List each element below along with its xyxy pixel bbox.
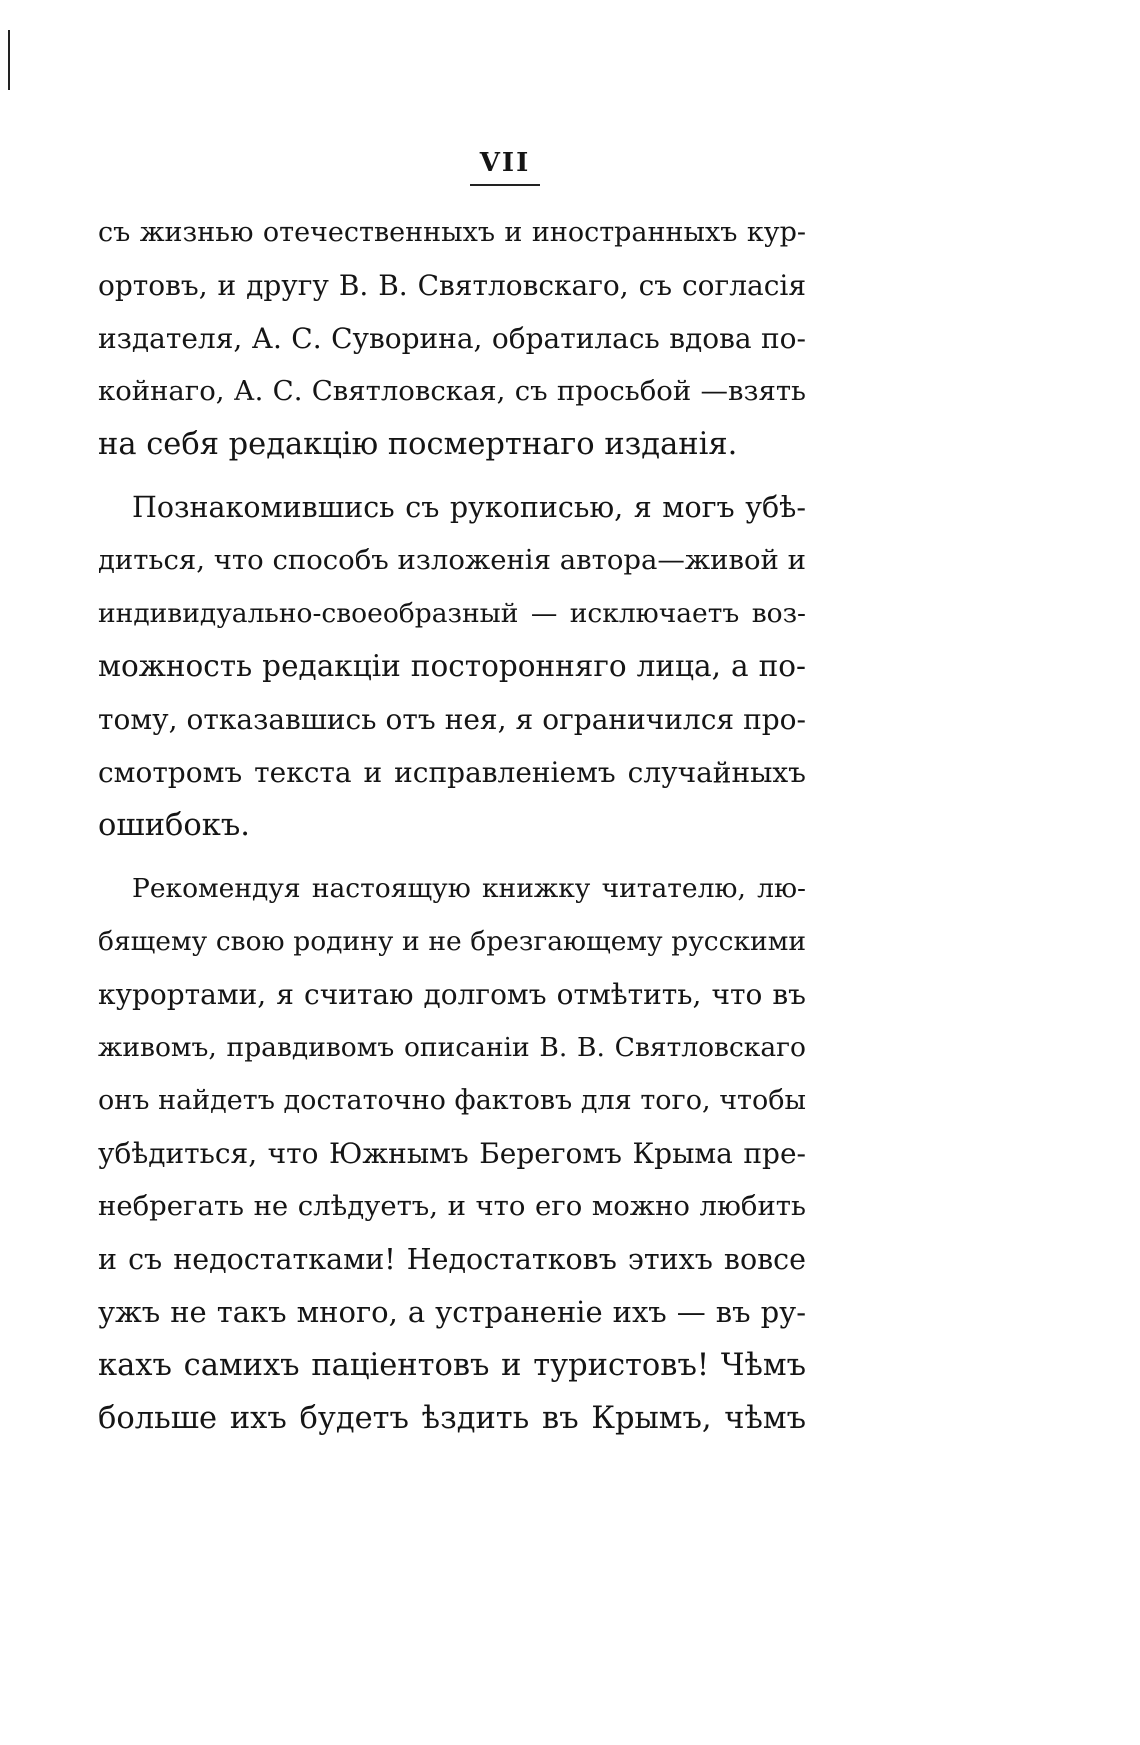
text-line: живомъ, правдивомъ описаніи В. В. Святловскаго xyxy=(98,1032,806,1063)
paragraph-1 xyxy=(98,206,806,471)
text-line: больше ихъ будетъ ѣздить въ Крымъ, чѣмъ xyxy=(98,1401,806,1436)
paragraph-2 xyxy=(98,481,806,852)
text-line: и съ недостатками! Недостатковъ этихъ вовсе xyxy=(98,1243,806,1276)
text-line: Познакомившись съ рукописью, я могъ убѣ- xyxy=(132,491,806,524)
scan-edge-mark xyxy=(8,30,10,90)
text-line: небрегать не слѣдуетъ, и что его можно любить xyxy=(98,1190,806,1222)
page-header xyxy=(0,148,1010,186)
text-line: Рекомендуя настоящую книжку читателю, лю- xyxy=(132,873,806,904)
paragraph-3 xyxy=(98,862,806,1445)
text-line: на себя редакцію посмертнаго изданія. xyxy=(98,427,738,462)
text-line: индивидуально-своеобразный — исключаетъ воз- xyxy=(98,598,806,629)
text-line: ортовъ, и другу В. В. Святловскаго, съ согласія xyxy=(98,269,806,302)
text-line: курортами, я считаю долгомъ отмѣтить, что въ xyxy=(98,978,806,1011)
text-line: убѣдиться, что Южнымъ Берегомъ Крыма пре- xyxy=(98,1137,806,1170)
text-line: онъ найдетъ достаточно фактовъ для того, чтобы xyxy=(98,1085,806,1116)
text-line: ошибокъ. xyxy=(98,808,250,843)
text-line: издателя, А. С. Суворина, обратилась вдова по- xyxy=(98,322,806,355)
text-line: диться, что способъ изложенія автора—живой и xyxy=(98,544,806,576)
text-line: койнаго, А. С. Святловская, съ просьбой —взять xyxy=(98,375,806,407)
text-line: смотромъ текста и исправленіемъ случайныхъ xyxy=(98,756,806,789)
text-line: кахъ самихъ паціентовъ и туристовъ! Чѣмъ xyxy=(98,1348,806,1383)
page-number: VII xyxy=(470,148,541,186)
text-line: можность редакціи посторонняго лица, а по- xyxy=(98,649,806,683)
text-line: съ жизнью отечественныхъ и иностранныхъ кур- xyxy=(98,217,806,248)
text-line: ужъ не такъ много, а устраненіе ихъ — въ ру- xyxy=(98,1295,806,1329)
body-text xyxy=(98,206,806,1445)
text-line: бящему свою родину и не брезгающему русскими xyxy=(98,926,806,957)
text-line: тому, отказавшись отъ нея, я ограничился про- xyxy=(98,703,806,736)
